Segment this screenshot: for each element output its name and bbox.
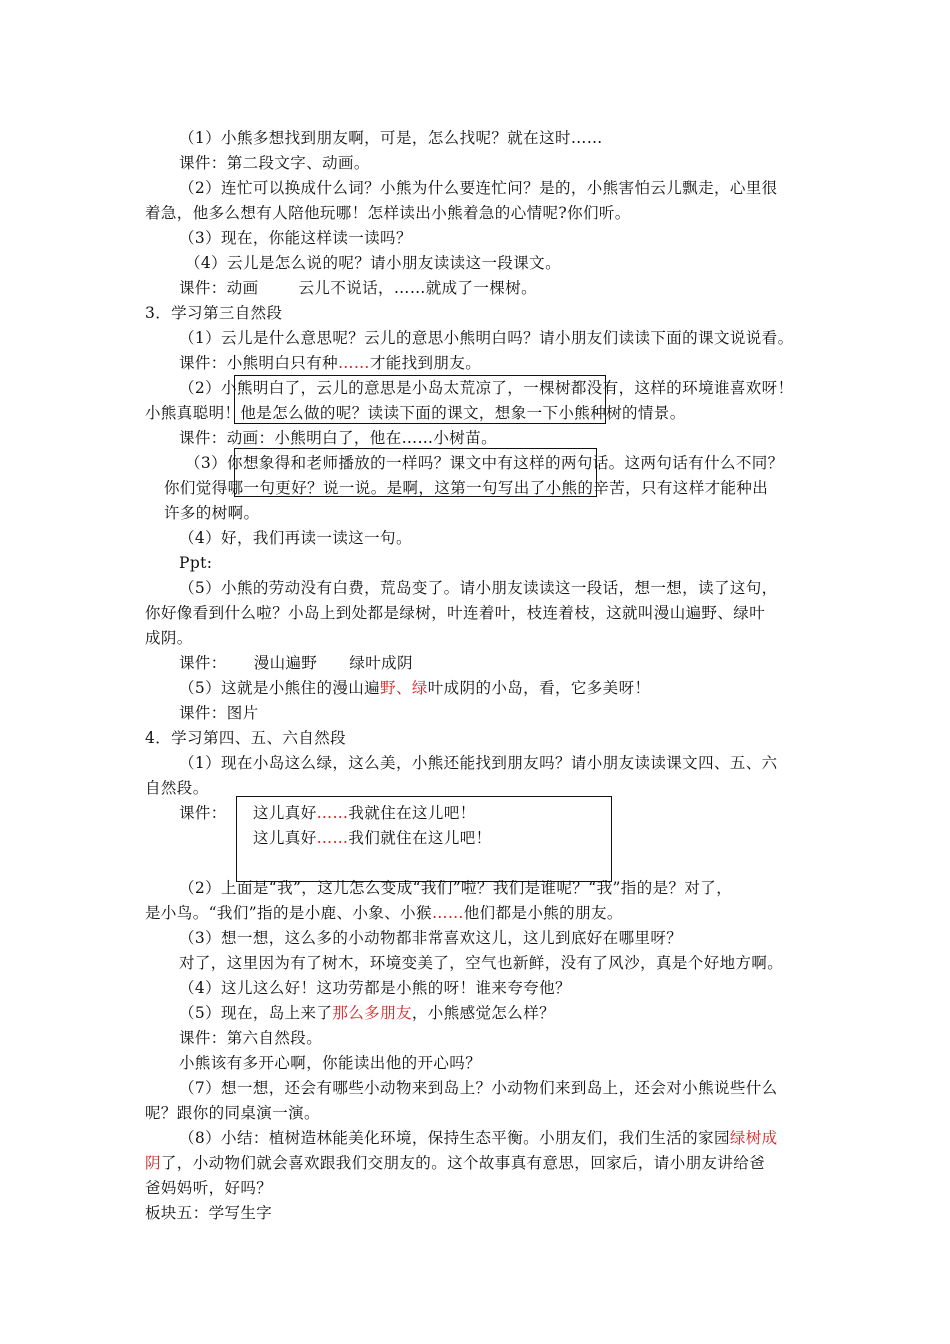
paragraph-line: 小熊该有多开心啊，你能读出他的开心吗？ [179,1054,482,1072]
highlight-text: …… [316,804,349,822]
paragraph-line: （3）你想象得和老师播放的一样吗？课文中有这样的两句话。这两句话有什么不同？ [185,454,784,472]
paragraph-line: 是小鸟。“我们”指的是小鹿、小象、小猴……他们都是小熊的朋友。 [145,904,623,922]
paragraph-line: （2）连忙可以换成什么词？小熊为什么要连忙问？是的，小熊害怕云儿飘走，心里很 [179,179,778,197]
courseware-label: 课件：动画 [179,279,259,297]
paragraph-line: （4）云儿是怎么说的呢？请小朋友读读这一段课文。 [185,254,561,272]
paragraph-line: （5）这就是小熊住的漫山遍野、绿叶成阴的小岛，看，它多美呀！ [179,679,651,697]
boxed-sentence: 这儿真好……我们就住在这儿吧！ [253,829,492,847]
courseware-text: 云儿不说话，……就成了一棵树。 [298,279,538,297]
paragraph-line: 你好像看到什么啦？小岛上到处都是绿树，叶连着叶，枝连着枝，这就叫漫山遍野、绿叶 [145,604,766,622]
section-heading: 4．学习第四、五、六自然段 [145,729,347,747]
paragraph-line: （8）小结：植树造林能美化环境，保持生态平衡。小朋友们，我们生活的家园绿树成 [179,1129,778,1147]
paragraph-line: （4）好，我们再读一读这一句。 [179,529,412,547]
paragraph-line: 课件：图片 [179,704,259,722]
paragraph-line: 课件：动画：小熊明白了，他在……小树苗。 [179,429,498,447]
highlight-text: …… [338,354,370,372]
paragraph-line: 呢？跟你的同桌演一演。 [145,1104,320,1122]
highlight-text: …… [431,904,464,922]
paragraph-line: （3）现在，你能这样读一读吗？ [179,229,412,247]
paragraph-line: （1）云儿是什么意思呢？云儿的意思小熊明白吗？请小朋友们读读下面的课文说说看。 [179,329,794,347]
highlight-text: …… [316,829,349,847]
paragraph-line: （5）小熊的劳动没有白费，荒岛变了。请小朋友读读这一段话，想一想，读了这句， [179,579,778,597]
annotation-box [234,448,597,497]
paragraph-line: 课件：小熊明白只有种……才能找到朋友。 [179,354,482,372]
section-heading: 板块五：学写生字 [145,1204,273,1222]
paragraph-line: 成阴。 [145,629,193,647]
paragraph-line: 着急，他多么想有人陪他玩哪！怎样读出小熊着急的心情呢?你们听。 [145,204,631,222]
paragraph-line: 课件： 漫山遍野 绿叶成阴 [179,654,413,672]
paragraph-line: （1）现在小岛这么绿，这么美，小熊还能找到朋友吗？请小朋友读读课文四、五、六 [179,754,778,772]
paragraph-line: Ppt: [179,554,213,572]
paragraph-line: （2）上面是“我”，这儿怎么变成“我们”啦？我们是谁呢？“我”指的是？对了， [179,879,733,897]
paragraph-line [179,278,537,298]
highlight-text: 阴 [145,1154,161,1172]
paragraph-line: （3）想一想，这么多的小动物都非常喜欢这儿，这儿到底好在哪里呀？ [179,929,683,947]
highlight-text: 绿树成 [729,1129,778,1147]
paragraph-line: 课件： [179,804,227,822]
paragraph-line: （5）现在，岛上来了那么多朋友，小熊感觉怎么样？ [179,1004,555,1022]
paragraph-line: （1）小熊多想找到朋友啊，可是，怎么找呢？就在这时…… [179,129,603,147]
paragraph-line: 你们觉得哪一句更好？说一说。是啊，这第一句写出了小熊的辛苦，只有这样才能种出 [164,479,769,497]
paragraph-line: 许多的树啊。 [164,504,260,522]
paragraph-line: 爸妈妈听，好吗？ [145,1179,273,1197]
courseware-frame [236,796,612,882]
paragraph-line: 课件：第二段文字、动画。 [179,154,370,172]
paragraph-line: 小熊真聪明！他是怎么做的呢？读读下面的课文，想象一下小熊种树的情景。 [145,404,686,422]
section-heading: 3．学习第三自然段 [145,304,283,322]
paragraph-line: 自然段。 [145,779,209,797]
paragraph-line: 对了，这里因为有了树木，环境变美了，空气也新鲜，没有了风沙，真是个好地方啊。 [179,954,784,972]
annotation-box [234,375,606,424]
paragraph-line: （2）小熊明白了，云儿的意思是小岛太荒凉了，一棵树都没有，这样的环境谁喜欢呀！ [179,379,794,397]
paragraph-line: （7）想一想，还会有哪些小动物来到岛上？小动物们来到岛上，还会对小熊说些什么 [179,1079,778,1097]
paragraph-line: 课件：第六自然段。 [179,1029,323,1047]
boxed-sentence: 这儿真好……我就住在这儿吧！ [253,804,476,822]
paragraph-line: （4）这儿这么好！这功劳都是小熊的呀！谁来夸夸他？ [179,979,571,997]
highlight-text: 野、绿 [380,679,428,697]
paragraph-line: 阴了，小动物们就会喜欢跟我们交朋友的。这个故事真有意思，回家后，请小朋友讲给爸 [145,1154,766,1172]
highlight-text: 那么多朋友 [332,1004,412,1022]
